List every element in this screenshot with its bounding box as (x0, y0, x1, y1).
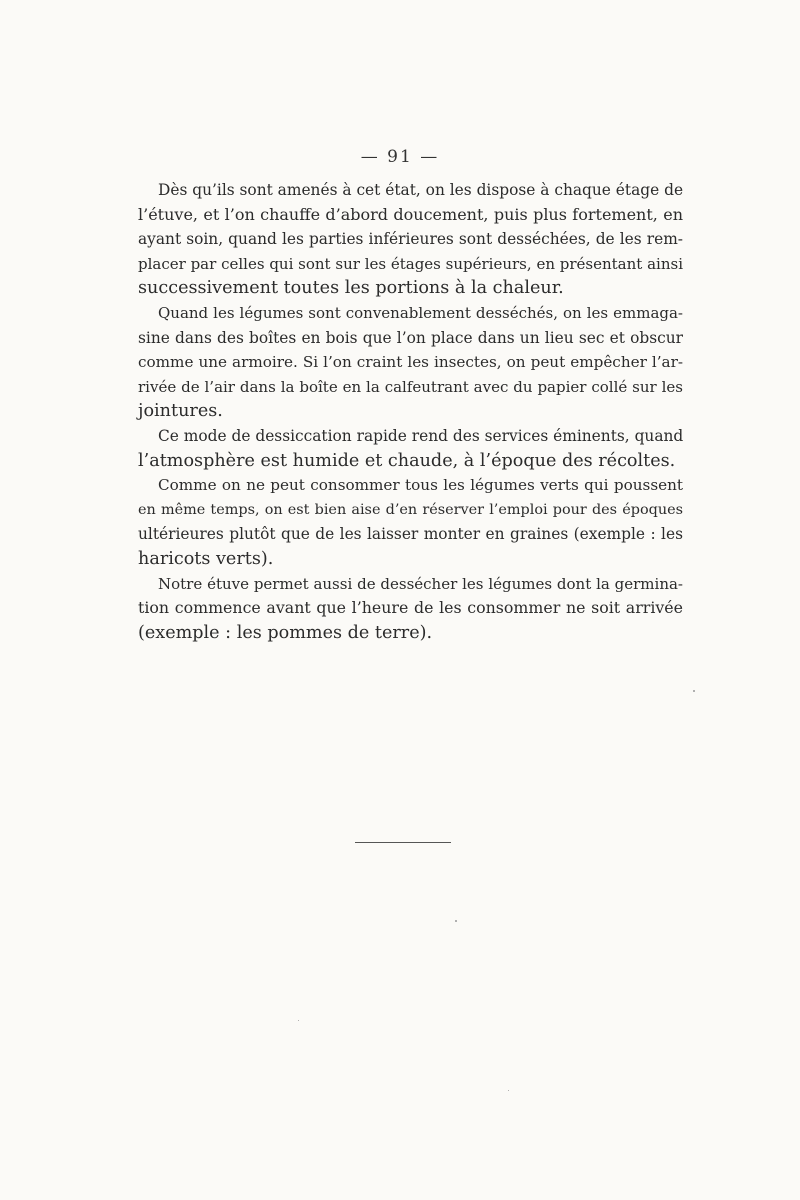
page-number: — 91 — (360, 147, 440, 167)
text-line: Notre étuve permet aussi de dessécher les légumes dont la germina- (158, 574, 683, 593)
text-line: l’atmosphère est humide et chaude, à l’époque des récoltes. (138, 450, 676, 471)
text-line: Ce mode de dessiccation rapide rend des services éminents, quand (158, 426, 684, 445)
text-line: Comme on ne peut consommer tous les légumes verts qui poussent (158, 476, 683, 495)
text-line: placer par celles qui sont sur les étages supérieurs, en présentant ainsi (138, 254, 683, 273)
text-line: Quand les légumes sont convenablement desséchés, on les emmaga- (158, 303, 683, 322)
text-line: tion commence avant que l’heure de les consommer ne soit arrivée (138, 598, 683, 618)
text-line: Dès qu’ils sont amenés à cet état, on les dispose à chaque étage de (158, 181, 684, 199)
text-line: ayant soin, quand les parties inférieures sont desséchées, de les rem- (138, 230, 683, 249)
body-text (138, 178, 683, 645)
text-line: jointures. (138, 401, 223, 422)
text-line: rivée de l’air dans la boîte en la calfeutrant avec du papier collé sur les (138, 377, 683, 396)
text-line: haricots verts). (138, 548, 274, 569)
paper-speck (508, 1090, 509, 1091)
text-line: ultérieures plutôt que de les laisser monter en graines (exemple : les (138, 525, 683, 544)
text-line: comme une armoire. Si l’on craint les insectes, on peut empêcher l’ar- (138, 353, 683, 372)
text-line: en même temps, on est bien aise d’en réserver l’emploi pour des époques (138, 501, 683, 518)
text-line: l’étuve, et l’on chauffe d’abord doucement, puis plus fortement, en (138, 204, 683, 224)
text-line: sine dans des boîtes en bois que l’on place dans un lieu sec et obscur (138, 328, 683, 347)
paper-speck (455, 920, 457, 922)
text-line: successivement toutes les portions à la chaleur. (138, 278, 564, 299)
paper-speck (693, 690, 695, 692)
text-line: (exemple : les pommes de terre). (138, 622, 433, 643)
paper-speck (298, 1020, 299, 1021)
end-rule (355, 842, 451, 843)
